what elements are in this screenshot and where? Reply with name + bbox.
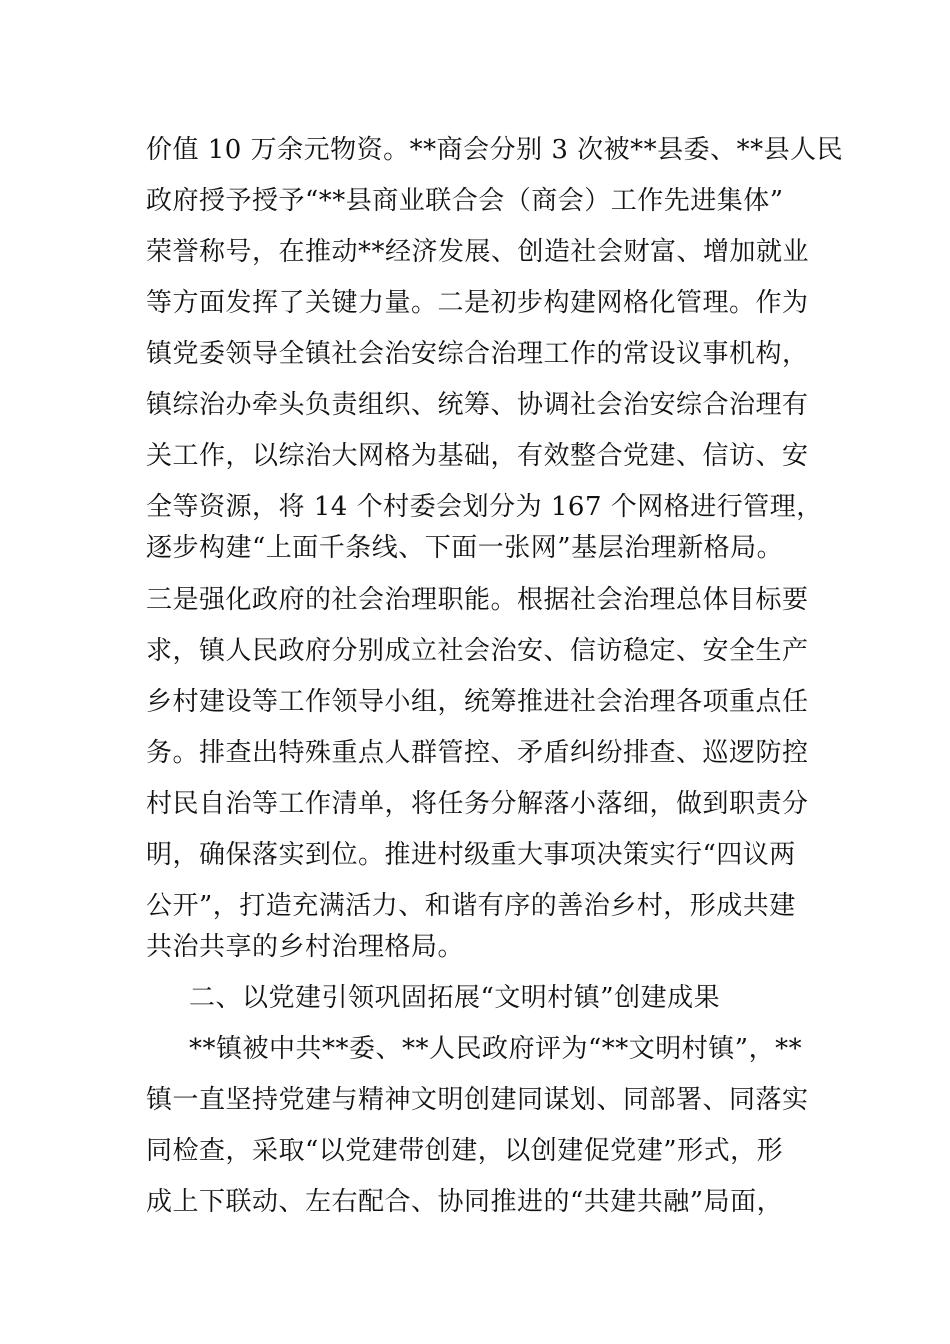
body-text-line: 关工作，以综治大网格为基础，有效整合党建、信访、安	[146, 441, 809, 471]
body-text-line: 共治共享的乡村治理格局。	[146, 932, 465, 962]
body-text-line: 公开”，打造充满活力、和谐有序的善治乡村，形成共建	[146, 891, 796, 921]
body-text-line: 全等资源，将 14 个村委会划分为 167 个网格进行管理，	[146, 492, 823, 522]
body-text-line: 价值 10 万余元物资。**商会分别 3 次被**县委、**县人民	[146, 135, 844, 165]
body-text-line: 乡村建设等工作领导小组，统筹推进社会治理各项重点任	[146, 687, 809, 717]
body-text-line: 明，确保落实到位。推进村级重大事项决策实行“四议两	[146, 840, 796, 870]
body-text-line: 等方面发挥了关键力量。二是初步构建网格化管理。作为	[146, 288, 809, 318]
body-text-line: 镇党委领导全镇社会治安综合治理工作的常设议事机构，	[146, 339, 809, 369]
body-text-line: 逐步构建“上面千条线、下面一张网”基层治理新格局。	[146, 533, 784, 563]
section-heading: 二、以党建引领巩固拓展“文明村镇”创建成果	[189, 983, 721, 1013]
body-text-line: 荣誉称号，在推动**经济发展、创造社会财富、增加就业	[146, 237, 810, 267]
body-text-line: 成上下联动、左右配合、协同推进的“共建共融”局面，	[146, 1187, 784, 1217]
body-text-line: 村民自治等工作清单，将任务分解落小落细，做到职责分	[146, 789, 809, 819]
body-text-line: 镇一直坚持党建与精神文明创建同谋划、同部署、同落实	[146, 1085, 809, 1115]
body-text-line: 同检查，采取“以党建带创建，以创建促党建”形式，形	[146, 1136, 784, 1166]
body-text-line: 三是强化政府的社会治理职能。根据社会治理总体目标要	[146, 585, 809, 615]
body-text-line: **镇被中共**委、**人民政府评为“**文明村镇”，**	[189, 1034, 803, 1064]
body-text-line: 政府授予授予“**县商业联合会（商会）工作先进集体”	[146, 186, 784, 216]
body-text-line: 镇综治办牵头负责组织、统筹、协调社会治安综合治理有	[146, 390, 809, 420]
body-text-line: 务。排查出特殊重点人群管控、矛盾纠纷排查、巡逻防控	[146, 738, 809, 768]
body-text-line: 求，镇人民政府分别成立社会治安、信访稳定、安全生产	[146, 636, 809, 666]
